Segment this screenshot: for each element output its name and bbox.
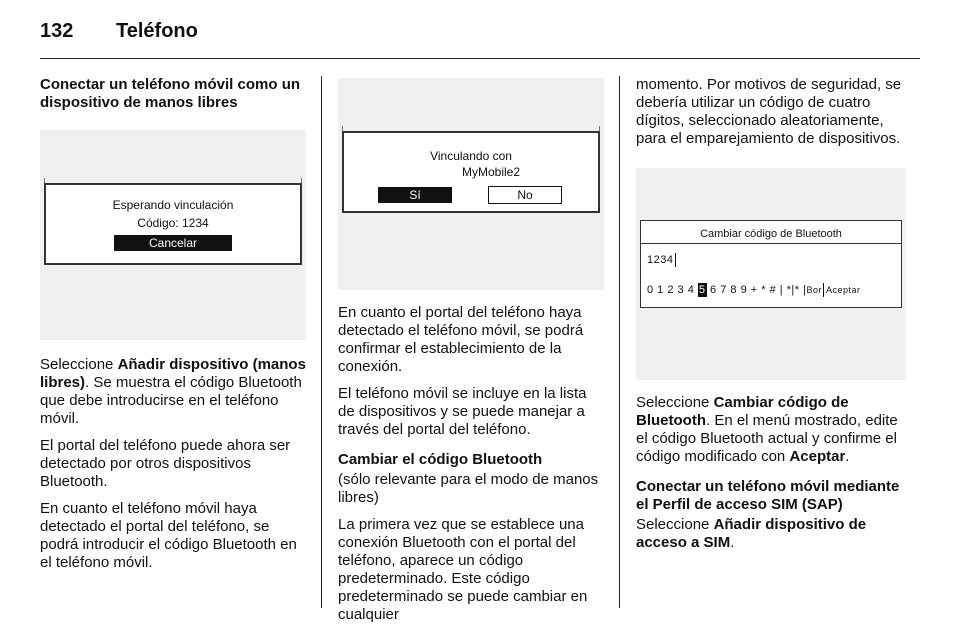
keypad-key-selected[interactable]: 5 [698,284,706,296]
paragraph: momento. Por motivos de seguridad, se debería utilizar un código de cuatro dígitos, seleccionado aleatoriamente, para el emparejamiento de dispositivos. [636,76,902,147]
section-heading: Conectar un teléfono móvil mediante el Perfil de acceso SIM (SAP) [636,478,900,513]
page-header [40,18,920,62]
paragraph [636,394,906,466]
dialog-line-2: MyMobile2 [461,165,521,179]
column-2 [338,76,604,633]
dialog-box [342,131,600,213]
paragraph: (sólo relevante para el modo de manos libres) [338,471,599,506]
paragraph: El teléfono móvil se incluye en la lista de dispositivos y se puede manejar a través del portal del teléfono. [338,385,587,438]
text-run: . [730,534,735,551]
menu-option-name: Añadir dispositivo (manos libres) [40,356,306,391]
section-heading: Conectar un teléfono móvil como un dispositivo de manos libres [40,76,301,111]
screen-change-bluetooth-code [636,168,906,380]
paragraph: En cuanto el portal del teléfono haya detectado el teléfono móvil, se podrá confirmar el establecimiento de la conexión. [338,304,584,375]
dialog-box [640,220,902,308]
menu-option-name: Añadir dispositivo de acceso a SIM [636,516,867,551]
column-1 [40,76,306,581]
page-number: 132 [40,20,74,42]
column-divider [321,76,322,608]
delete-key[interactable]: Bor [806,285,823,295]
dialog-line-2: Código: 1234 [137,216,209,230]
text-run: . En el menú mostrado, edite el código Bluetooth actual y confirme el código modificado con [636,412,898,465]
text-run: Seleccione [40,356,118,373]
digit-keypad[interactable] [647,283,822,297]
screen-waiting-pairing [40,130,306,340]
page-title: Teléfono [116,20,198,42]
paragraph [40,356,306,428]
dialog-title: Cambiar código de Bluetooth [700,228,842,240]
text-run: . Se muestra el código Bluetooth que debe introducirse en el teléfono móvil. [40,374,302,427]
accept-button[interactable]: Aceptar [823,283,861,297]
code-input[interactable]: 1234 [647,253,676,267]
section-heading: Cambiar el código Bluetooth [338,451,543,468]
paragraph: El portal del teléfono puede ahora ser detectado por otros dispositivos Bluetooth. [40,437,291,490]
title-divider [641,243,901,244]
text-run: . [845,448,850,465]
text-run: Seleccione [636,394,714,411]
paragraph: En cuanto el teléfono móvil haya detectado el portal del teléfono, se podrá introducir el código Bluetooth en el teléfono móvil. [40,500,297,571]
keypad-keys[interactable]: 0 1 2 3 4 [647,284,698,296]
dialog-box [44,183,302,265]
text-run: Seleccione [636,516,714,533]
column-divider [619,76,620,608]
menu-option-name: Cambiar código de Bluetooth [636,394,849,429]
paragraph [636,516,906,552]
dialog-line-1: Vinculando con [430,149,512,163]
cancel-button[interactable]: Cancelar [114,235,232,251]
yes-button[interactable]: Sí [378,187,452,203]
keypad-keys[interactable]: 6 7 8 9 + * # | *|* | [706,284,807,296]
screen-pairing-with [338,78,604,290]
menu-option-name: Aceptar [789,448,846,465]
paragraph: La primera vez que se establece una conexión Bluetooth con el portal del teléfono, aparece un código predeterminado. Este código predeterminado se puede cambiar en cualquier [338,516,588,623]
column-3 [636,76,906,561]
no-button[interactable]: No [488,186,562,204]
header-rule [40,58,920,59]
dialog-line-1: Esperando vinculación [112,198,234,212]
